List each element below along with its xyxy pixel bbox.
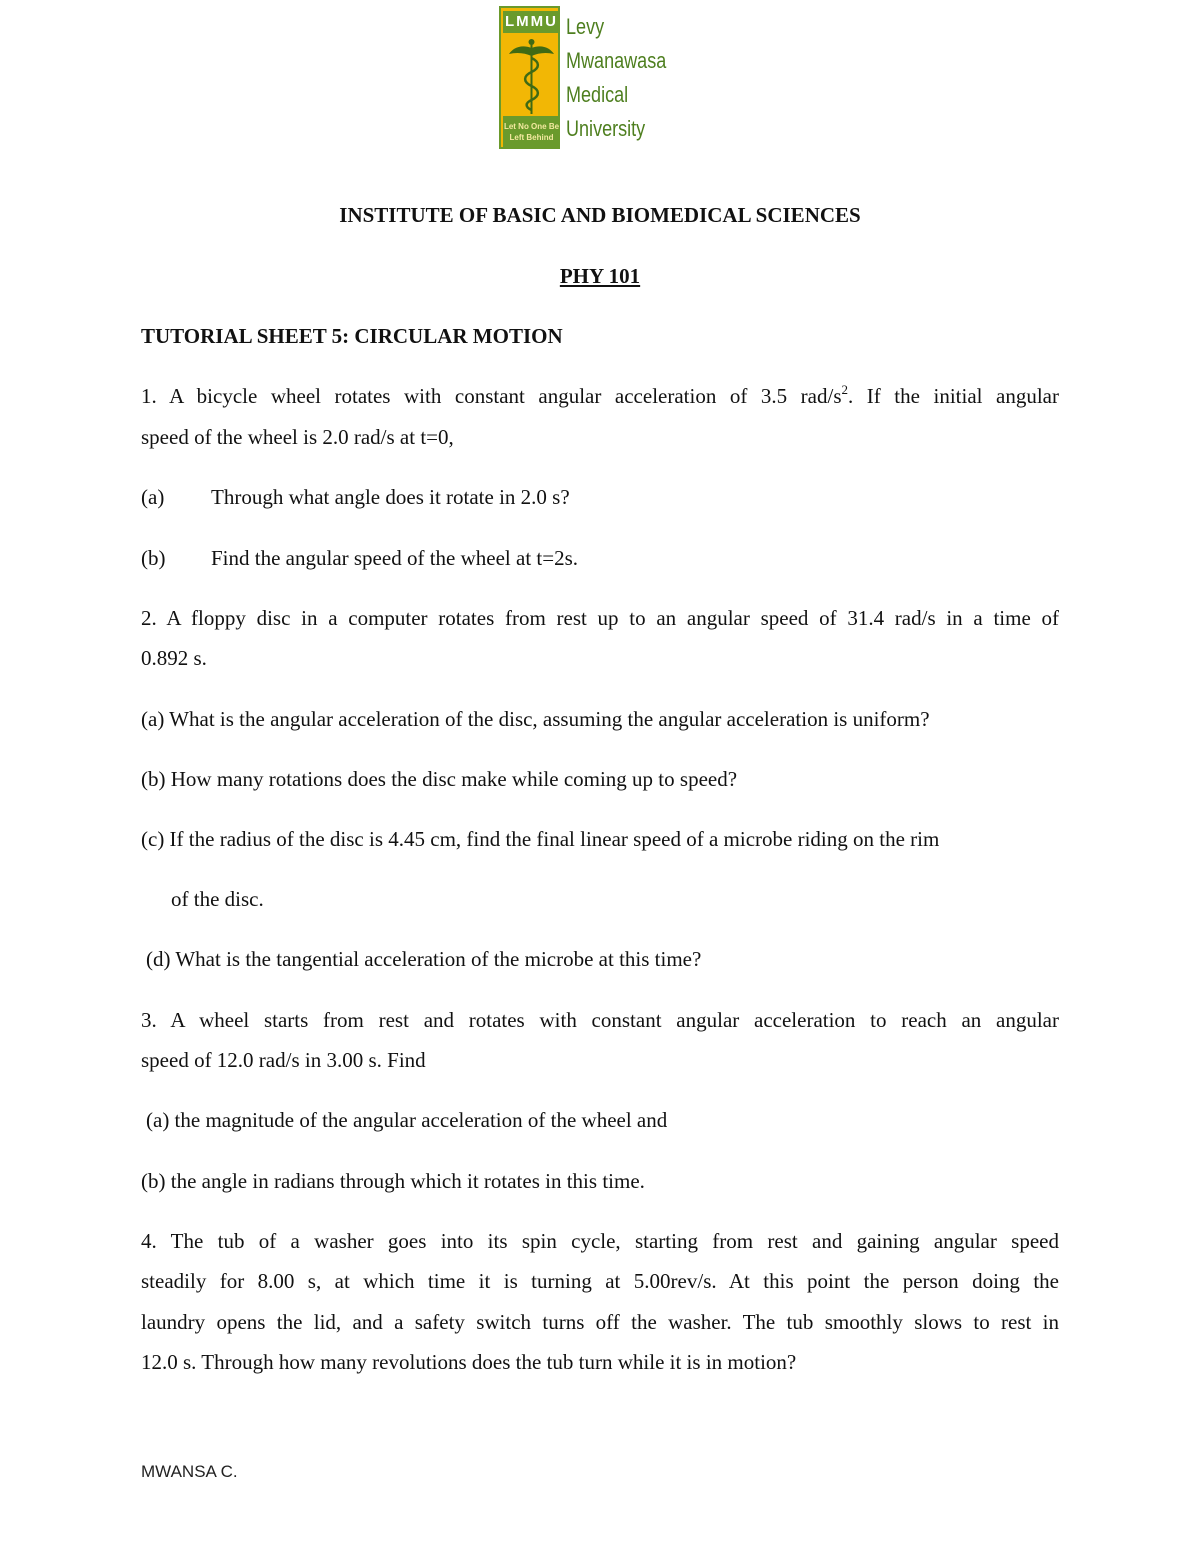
university-logo <box>499 6 669 152</box>
q2-a: (a) What is the angular acceleration of the disc, assuming the angular acceleration is uniform? <box>141 707 930 731</box>
logo-name-line1: Levy <box>566 14 605 39</box>
q1-b-label: (b) <box>141 546 166 570</box>
logo-motto-line1: Let No One Be <box>503 122 560 131</box>
caduceus-icon <box>507 36 556 116</box>
q1-line1 <box>141 383 1059 409</box>
q1-line1-text: 1. A bicycle wheel rotates with constant angular acceleration of 3.5 rad/s <box>141 384 842 408</box>
q1-a-label: (a) <box>141 485 165 509</box>
logo-name-line4: University <box>566 116 646 141</box>
q4-line2: steadily for 8.00 s, at which time it is turning at 5.00rev/s. At this point the person doing the <box>141 1269 1059 1293</box>
q2-c-line1: (c) If the radius of the disc is 4.45 cm, find the final linear speed of a microbe riding on the rim <box>141 827 940 851</box>
sheet-title: TUTORIAL SHEET 5: CIRCULAR MOTION <box>141 324 563 348</box>
q1-line1-end: . If the initial angular <box>848 384 1059 408</box>
q3-b: (b) the angle in radians through which it rotates in this time. <box>141 1169 645 1193</box>
q3-a: (a) the magnitude of the angular acceleration of the wheel and <box>146 1108 668 1132</box>
q2-line1: 2. A floppy disc in a computer rotates from rest up to an angular speed of 31.4 rad/s in a time of <box>141 606 1059 630</box>
q4-line4: 12.0 s. Through how many revolutions does the tub turn while it is in motion? <box>141 1350 797 1374</box>
logo-emblem <box>499 6 560 149</box>
q2-d: (d) What is the tangential acceleration of the microbe at this time? <box>146 947 702 971</box>
q4-line1: 4. The tub of a washer goes into its spin cycle, starting from rest and gaining angular speed <box>141 1229 1059 1253</box>
q2-line2: 0.892 s. <box>141 646 207 670</box>
logo-university-name <box>566 10 666 146</box>
q2-c-line2: of the disc. <box>171 887 264 911</box>
course-code <box>0 263 1200 289</box>
logo-name-line2: Mwanawasa <box>566 48 667 73</box>
q1-superscript: 2 <box>841 382 848 397</box>
logo-name-line3: Medical <box>566 82 629 107</box>
logo-motto <box>503 116 560 149</box>
q1-b-text: Find the angular speed of the wheel at t=2s. <box>211 546 578 570</box>
q4-line3: laundry opens the lid, and a safety switch turns off the washer. The tub smoothly slows to rest in <box>141 1310 1059 1334</box>
q2-b: (b) How many rotations does the disc make while coming up to speed? <box>141 767 738 791</box>
q1-a-text: Through what angle does it rotate in 2.0 s? <box>211 485 570 509</box>
course-code-text: PHY 101 <box>559 264 641 288</box>
logo-abbreviation: LMMU <box>503 11 560 33</box>
q3-line1: 3. A wheel starts from rest and rotates with constant angular acceleration to reach an angular <box>141 1008 1059 1032</box>
q3-line2: speed of 12.0 rad/s in 3.00 s. Find <box>141 1048 426 1072</box>
institute-heading: INSTITUTE OF BASIC AND BIOMEDICAL SCIENCES <box>339 203 861 227</box>
logo-motto-line2: Left Behind <box>509 133 554 142</box>
q1-line2: speed of the wheel is 2.0 rad/s at t=0, <box>141 425 454 449</box>
footer-author: MWANSA C. <box>141 1462 238 1481</box>
